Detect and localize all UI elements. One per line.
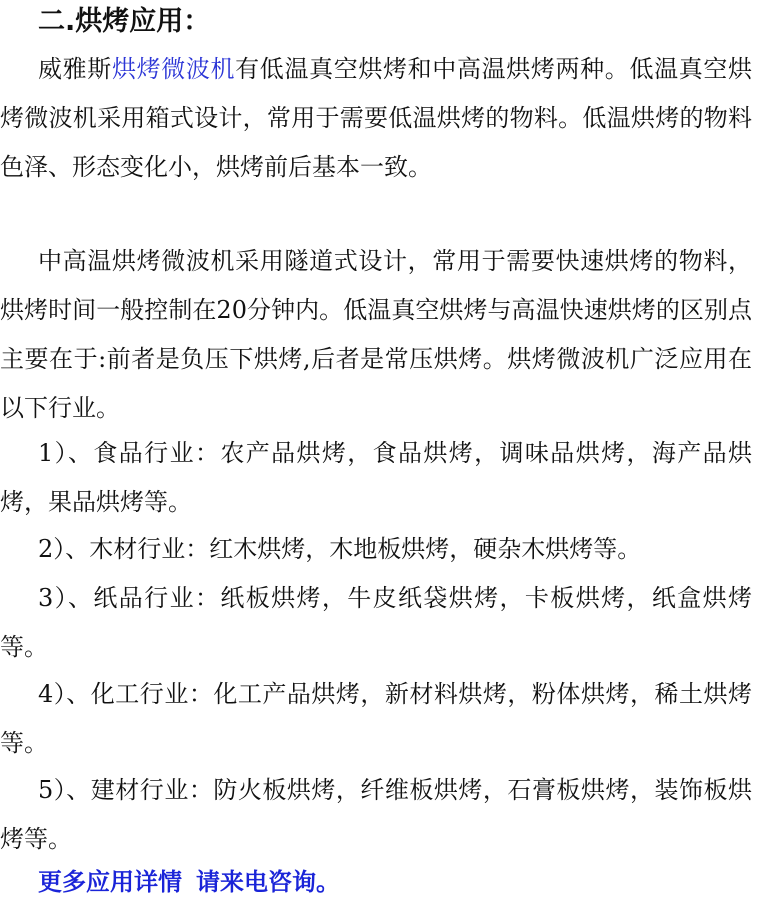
intro-paragraph [0, 45, 752, 192]
industry-item-building: 5）、建材行业：防火板烘烤，纤维板烘烤，石膏板烘烤，装饰板烘烤等。 [0, 776, 752, 853]
industry-item-wood: 2）、木材行业：红木烘烤，木地板烘烤，硬杂木烘烤等。 [38, 535, 642, 563]
tunnel-design-paragraph: 中高温烘烤微波机采用隧道式设计，常用于需要快速烘烤的物料，烘烤时间一般控制在20分钟内。低温真空烘烤与高温快速烘烤的区别点主要在于:前者是负压下烘烤,后者是常压烘烤。烘烤微波机广泛应用在以下行业。 [0, 247, 752, 422]
intro-suffix: 有低温真空烘烤和中高温烘烤两种。低温真空烘烤微波机采用箱式设计，常用于需要低温烘烤的物料。低温烘烤的物料色泽、形态变化小，烘烤前后基本一致。 [0, 55, 753, 181]
cta-more-details: 更多应用详情 [38, 868, 182, 896]
section-heading: 二.烘烤应用： [38, 6, 211, 37]
industry-item-paper: 3）、纸品行业：纸板烘烤，牛皮纸袋烘烤，卡板烘烤，纸盒烘烤等。 [0, 584, 752, 661]
industry-item-food: 1）、食品行业：农产品烘烤，食品烘烤，调味品烘烤，海产品烘烤，果品烘烤等。 [0, 439, 752, 516]
cta-call-us: 请来电咨询。 [196, 868, 340, 896]
intro-prefix: 威雅斯 [38, 55, 112, 83]
contact-cta[interactable] [38, 862, 340, 902]
industry-item-chemical: 4）、化工行业：化工产品烘烤，新材料烘烤，粉体烘烤，稀土烘烤等。 [0, 680, 752, 757]
baking-microwave-link[interactable]: 烘烤微波机 [111, 55, 236, 83]
